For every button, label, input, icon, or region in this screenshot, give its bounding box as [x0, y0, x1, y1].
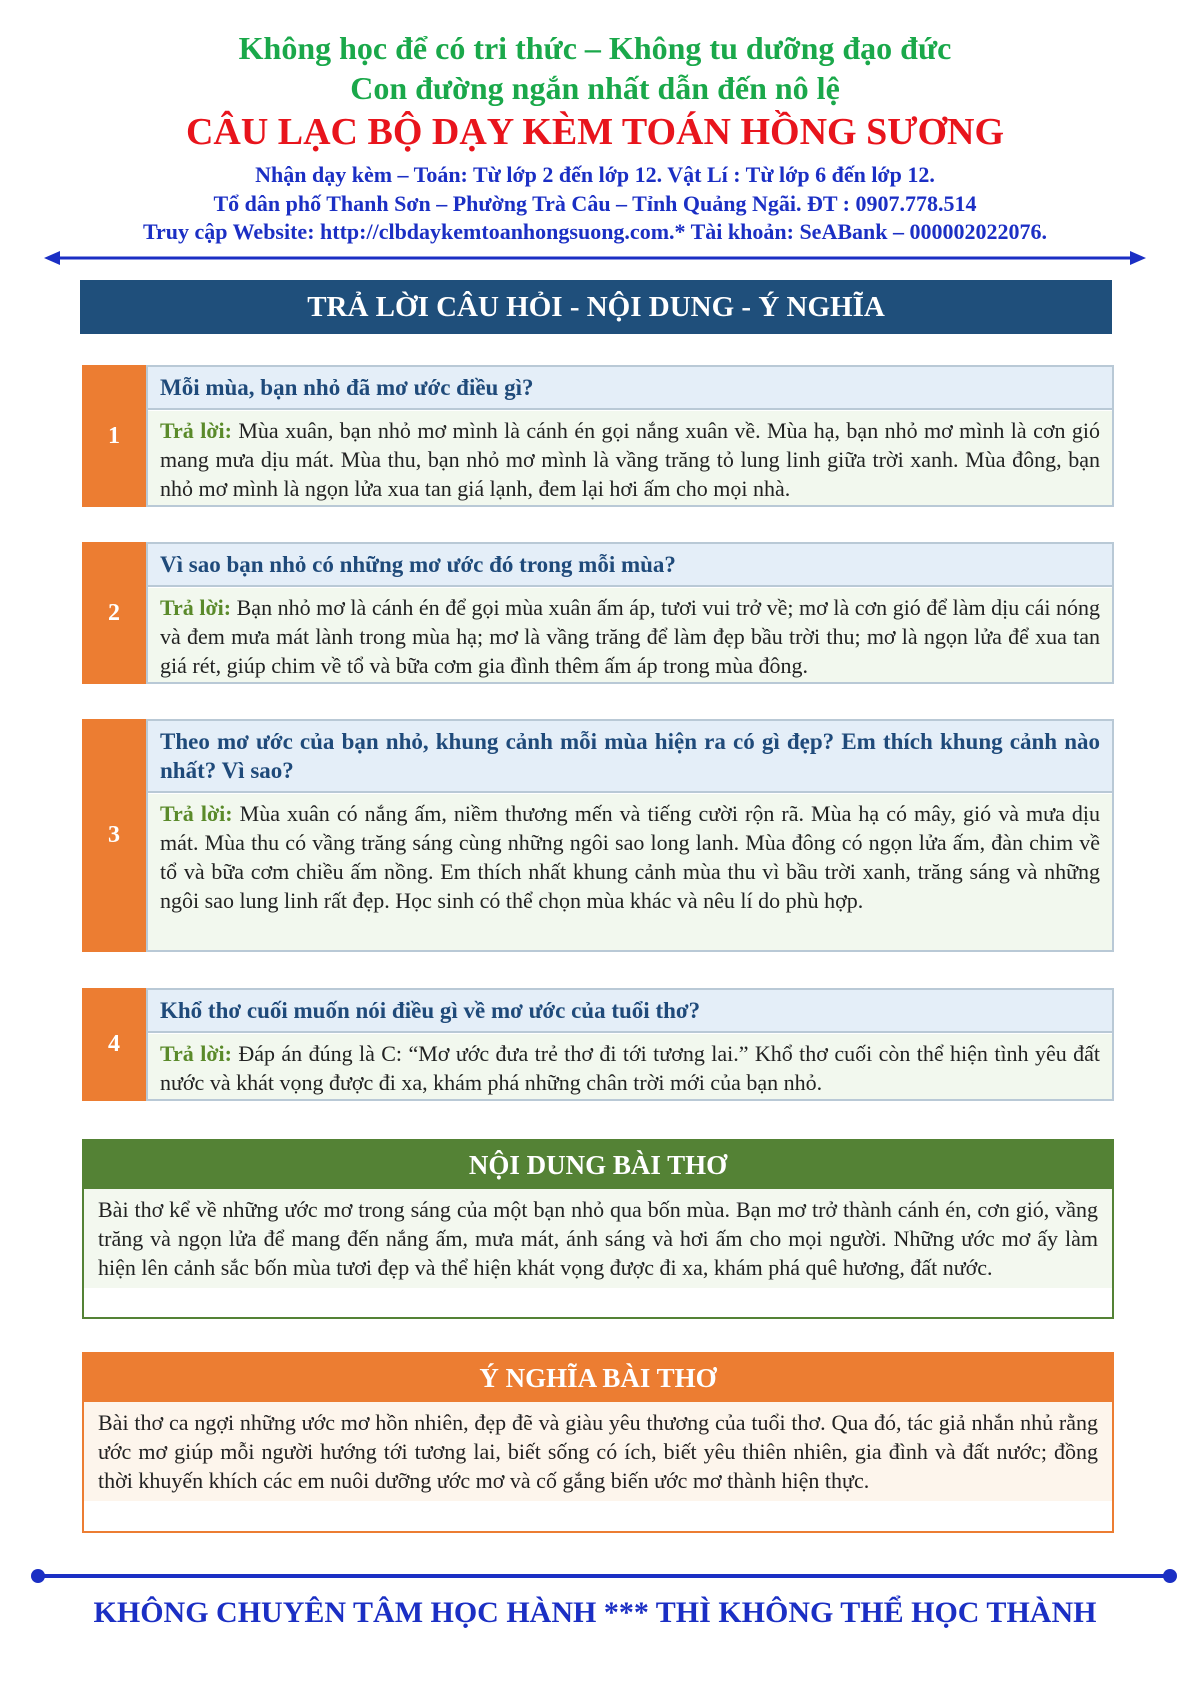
content-section-text: Bài thơ kể về những ước mơ trong sáng của một bạn nhỏ qua bốn mùa. Bạn mơ trở thành cánh én, cơn gió, vầng trăng và ngọn lửa để mang đến nắng ấm, mưa mát, ánh sáng và hơi ấm cho mọi người. Những ước mơ ấy làm hiện lên cảnh sắc bốn mùa tươi đẹp và thể hiện khát vọng được đi xa, khám phá quê hương, đất nước. [84, 1189, 1112, 1288]
motto-line-2: Con đường ngắn nhất dẫn đến nô lệ [350, 70, 840, 106]
question-number: 2 [82, 542, 146, 684]
answer-text: Bạn nhỏ mơ là cánh én để gọi mùa xuân ấm áp, tươi vui trở về; mơ là cơn gió để làm dịu cái nóng và đem mưa mát lành trong mùa hạ; mơ là vầng trăng để làm đẹp bầu trời thu; mơ là ngọn lửa để xua tan giá rét, giúp chim về tổ và bữa cơm gia đình thêm ấm áp trong mùa đông. [160, 595, 1100, 678]
content-section [82, 1139, 1114, 1319]
question-number: 1 [82, 365, 146, 507]
question-text: Mỗi mùa, bạn nhỏ đã mơ ước điều gì? [148, 367, 1112, 410]
club-name: CÂU LẠC BỘ DẠY KÈM TOÁN HỒNG SƯƠNG [185, 111, 1005, 153]
footer-divider [30, 1566, 1178, 1586]
question-number: 4 [82, 988, 146, 1101]
question-text: Vì sao bạn nhỏ có những mơ ước đó trong mỗi mùa? [148, 544, 1112, 587]
info-line-1: Nhận dạy kèm – Toán: Từ lớp 2 đến lớp 12. Vật Lí : Từ lớp 6 đến lớp 12. [255, 162, 935, 187]
answer-block [148, 588, 1112, 682]
double-arrow-divider [44, 248, 1146, 268]
motto-line-1: Không học để có tri thức – Không tu dưỡng đạo đức [238, 30, 952, 66]
answer-label: Trả lời: [160, 801, 233, 826]
question-card-3 [82, 719, 1114, 952]
question-card-4 [82, 988, 1114, 1101]
answer-block [148, 794, 1112, 950]
question-number: 3 [82, 719, 146, 952]
answer-label: Trả lời: [160, 418, 232, 443]
section-banner: TRẢ LỜI CÂU HỎI - NỘI DUNG - Ý NGHĨA [80, 280, 1112, 334]
footer-slogan: KHÔNG CHUYÊN TÂM HỌC HÀNH *** THÌ KHÔNG THỂ HỌC THÀNH [93, 1596, 1097, 1629]
question-text: Theo mơ ước của bạn nhỏ, khung cảnh mỗi mùa hiện ra có gì đẹp? Em thích khung cảnh nào nhất? Vì sao? [148, 721, 1112, 793]
answer-text: Đáp án đúng là C: “Mơ ước đưa trẻ thơ đi tới tương lai.” Khổ thơ cuối còn thể hiện tình yêu đất nước và khát vọng được đi xa, khám phá những chân trời mới của bạn nhỏ. [160, 1041, 1101, 1095]
answer-label: Trả lời: [160, 595, 232, 620]
question-card-2 [82, 542, 1114, 684]
content-section-title: NỘI DUNG BÀI THƠ [84, 1141, 1112, 1189]
meaning-section-text: Bài thơ ca ngợi những ước mơ hồn nhiên, đẹp đẽ và giàu yêu thương của tuổi thơ. Qua đó, tác giả nhắn nhủ rằng ước mơ giúp mỗi người hướng tới tương lai, biết sống có ích, biết yêu thiên nhiên, gia đình và đất nước; đồng thời khuyến khích các em nuôi dưỡng ước mơ và cố gắng biến ước mơ thành hiện thực. [84, 1402, 1112, 1501]
meaning-section-title: Ý NGHĨA BÀI THƠ [84, 1354, 1112, 1402]
answer-text: Mùa xuân, bạn nhỏ mơ mình là cánh én gọi nắng xuân về. Mùa hạ, bạn nhỏ mơ mình là cơn gió mang mưa dịu mát. Mùa thu, bạn nhỏ mơ mình là vầng trăng tỏ lung linh giữa trời xanh. Mùa đông, bạn nhỏ mơ mình là ngọn lửa xua tan giá lạnh, đem lại hơi ấm cho mọi nhà. [160, 418, 1100, 501]
meaning-section [82, 1352, 1114, 1533]
info-line-3: Truy cập Website: http://clbdaykemtoanhongsuong.com.* Tài khoản: SeABank – 000002022076. [143, 219, 1047, 244]
answer-block [148, 1034, 1112, 1099]
answer-text: Mùa xuân có nắng ấm, niềm thương mến và tiếng cười rộn rã. Mùa hạ có mây, gió và mưa dịu mát. Mùa thu có vầng trăng sáng cùng những ngôi sao long lanh. Mùa đông có ngọn lửa ấm, đàn chim về tổ và bữa cơm chiều ấm nồng. Em thích nhất khung cảnh mùa thu vì bầu trời xanh, trăng sáng và những ngôi sao lung linh rất đẹp. Học sinh có thể chọn mùa khác và nêu lí do phù hợp. [160, 801, 1100, 913]
question-card-1 [82, 365, 1114, 507]
answer-block [148, 411, 1112, 505]
info-line-2: Tổ dân phố Thanh Sơn – Phường Trà Câu – Tỉnh Quảng Ngãi. ĐT : 0907.778.514 [213, 191, 977, 216]
question-text: Khổ thơ cuối muốn nói điều gì về mơ ước của tuổi thơ? [148, 990, 1112, 1033]
answer-label: Trả lời: [160, 1041, 232, 1066]
